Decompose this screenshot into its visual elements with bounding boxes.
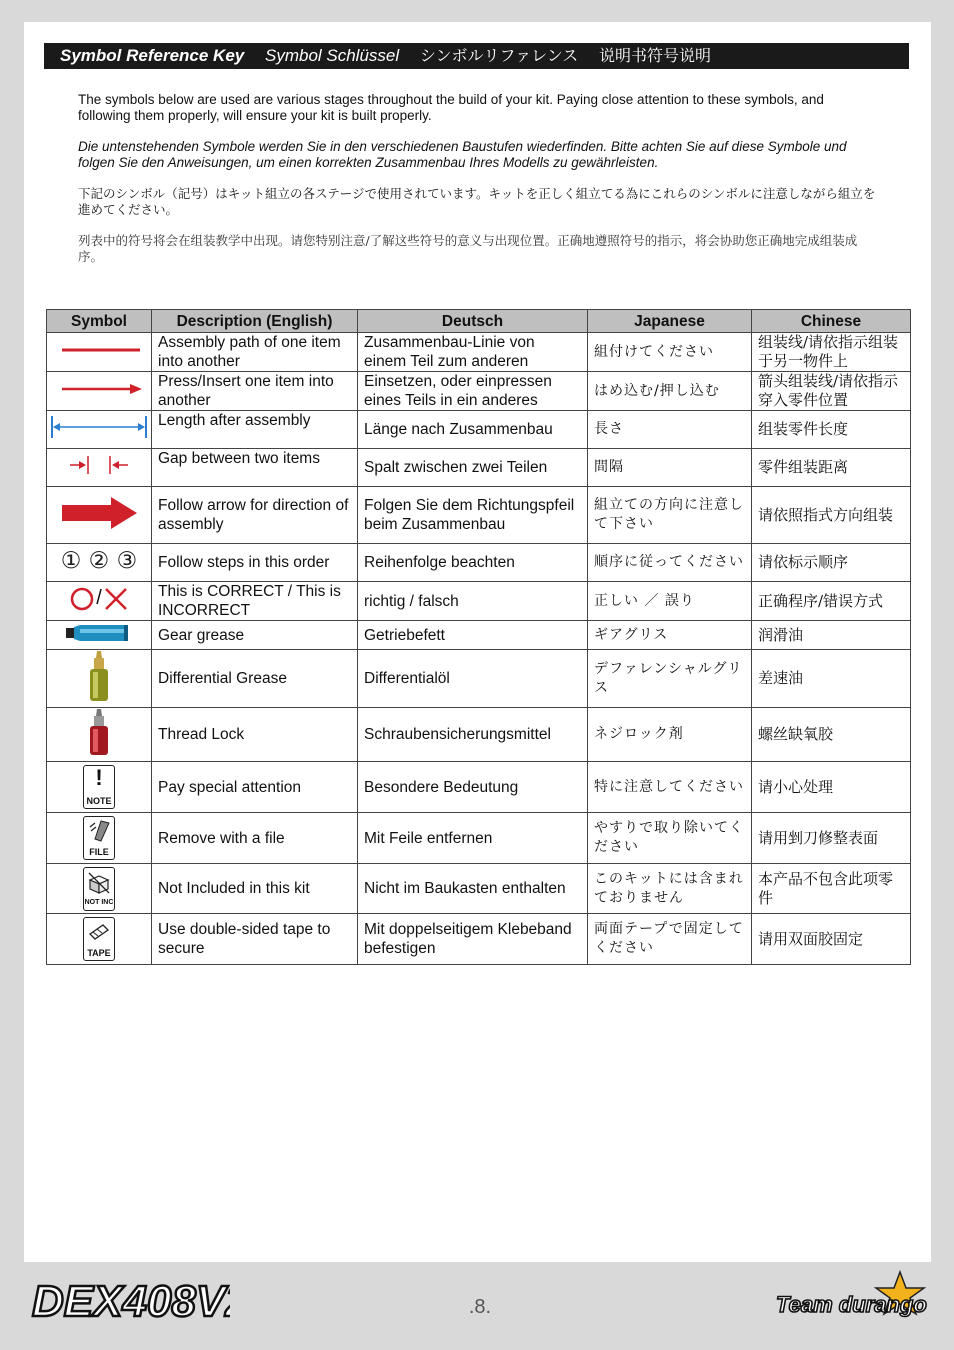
cell-english: Gear grease: [152, 621, 358, 650]
cell-chinese: 本产品不包含此项零件: [752, 864, 911, 914]
symbol-cell: [47, 813, 152, 864]
cell-chinese: 请依标示顺序: [752, 544, 911, 582]
tape-strip-icon: [87, 922, 111, 944]
symbol-cell: [47, 708, 152, 762]
thread-lock-bottle-icon: [86, 708, 112, 756]
table-row: [47, 762, 911, 813]
cell-deutsch: Nicht im Baukasten enthalten: [358, 864, 588, 914]
symbol-cell: [47, 914, 152, 965]
cell-english: Assembly path of one item into another: [152, 333, 358, 372]
header-japanese: Japanese: [588, 310, 752, 333]
team-durango-logo: [772, 1270, 932, 1339]
cell-deutsch: Mit Feile entfernen: [358, 813, 588, 864]
cell-japanese: このキットには含まれておりません: [588, 864, 752, 914]
cell-deutsch: Zusammenbau-Linie von einem Teil zum anderen: [358, 333, 588, 372]
intro-german: Die untenstehenden Symbole werden Sie in den verschiedenen Baustufen wiederfinden. Bitte achten Sie auf diese Symbole und folgen Sie den Anweisungen, um einen korrekten Zusammenbau Ihres Modells zu gewährleisten.: [78, 139, 847, 170]
empty-box-icon: [87, 871, 111, 895]
intro-japanese: 下記のシンボル（記号）はキット組立の各ステージで使用されています。キットを正しく組立てる為にこれらのシンボルに注意しながら組立を進めてください。: [78, 186, 876, 217]
symbol-reference-table: [46, 309, 911, 965]
title-japanese: シンボルリファレンス: [419, 46, 579, 65]
cell-english: Thread Lock: [152, 708, 358, 762]
file-label: FILE: [89, 847, 109, 857]
incorrect-cross-icon: [103, 586, 129, 612]
cell-english: Follow arrow for direction of assembly: [152, 487, 358, 544]
cell-chinese: 正确程序/错误方式: [752, 582, 911, 621]
cell-chinese: 请小心处理: [752, 762, 911, 813]
note-icon: [83, 765, 115, 809]
cell-japanese: やすりで取り除いてください: [588, 813, 752, 864]
cell-english: Remove with a file: [152, 813, 358, 864]
length-dimension-icon: [49, 412, 149, 442]
cell-japanese: デファレンシャルグリス: [588, 650, 752, 708]
cell-chinese: 请用双面胶固定: [752, 914, 911, 965]
cell-japanese: ネジロック剤: [588, 708, 752, 762]
file-icon: [83, 816, 115, 860]
cell-deutsch: Besondere Bedeutung: [358, 762, 588, 813]
cell-japanese: 特に注意してください: [588, 762, 752, 813]
correct-incorrect-icon: [69, 586, 129, 612]
cell-deutsch: Einsetzen, oder einpressen eines Teils in ein anderes: [358, 372, 588, 411]
tape-icon: [83, 917, 115, 961]
title-german: Symbol Schlüssel: [264, 46, 400, 65]
table-row: [47, 914, 911, 965]
intro-chinese: 列表中的符号将会在组装教学中出现。请您特别注意/了解这些符号的意义与出现位置。正确地遵照符号的指示，将会协助您正确地完成组装成序。: [78, 233, 858, 264]
symbol-cell: [47, 333, 152, 372]
cell-english: Follow steps in this order: [152, 544, 358, 582]
title-bar: [44, 43, 909, 69]
gap-dimension-icon: [64, 453, 134, 477]
cell-deutsch: Differentialöl: [358, 650, 588, 708]
cell-chinese: 润滑油: [752, 621, 911, 650]
cell-japanese: 組立ての方向に注意して下さい: [588, 487, 752, 544]
table-row: [47, 449, 911, 487]
title-chinese: 说明书符号说明: [599, 46, 712, 65]
tape-label: TAPE: [87, 948, 111, 958]
direction-arrow-icon: [59, 495, 139, 531]
table-row: [47, 411, 911, 449]
header-english: Description (English): [152, 310, 358, 333]
cell-english: Not Included in this kit: [152, 864, 358, 914]
cell-chinese: 差速油: [752, 650, 911, 708]
separator-slash: /: [96, 587, 102, 609]
intro-english: The symbols below are used are various stages throughout the build of your kit. Paying close attention to these symbols, and following them properly, will ensure your kit is built properly.: [78, 92, 824, 123]
file-tool-icon: [87, 819, 111, 843]
cell-chinese: 箭头组装线/请依指示穿入零件位置: [752, 372, 911, 411]
correct-circle-icon: [69, 586, 95, 612]
cell-english: Press/Insert one item into another: [152, 372, 358, 411]
cell-deutsch: Länge nach Zusammenbau: [358, 411, 588, 449]
table-row: [47, 544, 911, 582]
cell-english: This is CORRECT / This is INCORRECT: [152, 582, 358, 621]
cell-japanese: 順序に従ってください: [588, 544, 752, 582]
insert-arrow-icon: [54, 379, 144, 399]
table-row: [47, 813, 911, 864]
table-row: [47, 621, 911, 650]
assembly-line-icon: [54, 340, 144, 360]
header-deutsch: Deutsch: [358, 310, 588, 333]
cell-chinese: 零件组装距离: [752, 449, 911, 487]
dex408v2-logo: [30, 1270, 230, 1331]
symbol-cell: [47, 864, 152, 914]
symbol-cell: [47, 621, 152, 650]
header-symbol: Symbol: [47, 310, 152, 333]
gear-grease-tube-icon: [66, 623, 132, 643]
brand-logo-graphic: [772, 1270, 932, 1334]
cell-chinese: 组装零件长度: [752, 411, 911, 449]
cell-japanese: 長さ: [588, 411, 752, 449]
table-row: [47, 582, 911, 621]
note-label: NOTE: [86, 796, 112, 806]
table-row: [47, 333, 911, 372]
page-sheet: [24, 22, 931, 1262]
cell-english: Pay special attention: [152, 762, 358, 813]
exclamation-icon: !: [95, 765, 103, 790]
cell-japanese: ギアグリス: [588, 621, 752, 650]
title-english: Symbol Reference Key: [60, 46, 245, 65]
symbol-cell: [47, 762, 152, 813]
symbol-cell: [47, 650, 152, 708]
cell-japanese: 組付けてください: [588, 333, 752, 372]
cell-japanese: 間隔: [588, 449, 752, 487]
cell-deutsch: Mit doppelseitigem Klebeband befestigen: [358, 914, 588, 965]
cell-english: Length after assembly: [152, 411, 358, 449]
cell-japanese: 両面テープで固定してください: [588, 914, 752, 965]
symbol-cell: [47, 582, 152, 621]
cell-deutsch: Folgen Sie dem Richtungspfeil beim Zusammenbau: [358, 487, 588, 544]
brand-logo-text: Team durango: [776, 1292, 927, 1317]
table-row: [47, 708, 911, 762]
table-row: [47, 487, 911, 544]
symbol-cell: [47, 449, 152, 487]
differential-grease-bottle-icon: [86, 650, 112, 702]
model-logo-text: DEX408V2: [32, 1277, 230, 1326]
symbol-cell: [47, 411, 152, 449]
table-row: [47, 650, 911, 708]
page-number: .8.: [468, 1296, 492, 1318]
cell-japanese: 正しい ／ 誤り: [588, 582, 752, 621]
cell-chinese: 请依照指式方向组装: [752, 487, 911, 544]
model-logo-graphic: [30, 1270, 230, 1326]
cell-chinese: 组装线/请依指示组装于另一物件上: [752, 333, 911, 372]
cell-english: Gap between two items: [152, 449, 358, 487]
table-row: [47, 864, 911, 914]
cell-chinese: 螺丝缺氧胶: [752, 708, 911, 762]
table-header-row: [47, 310, 911, 333]
not-included-label: NOT INC: [84, 898, 114, 906]
cell-deutsch: Getriebefett: [358, 621, 588, 650]
cell-deutsch: Reihenfolge beachten: [358, 544, 588, 582]
cell-english: Use double-sided tape to secure: [152, 914, 358, 965]
symbol-cell: [47, 544, 152, 582]
intro-text: [78, 92, 878, 280]
symbol-cell: [47, 372, 152, 411]
header-chinese: Chinese: [752, 310, 911, 333]
steps-order-icon: ① ② ③: [60, 548, 138, 574]
cell-deutsch: richtig / falsch: [358, 582, 588, 621]
cell-deutsch: Schraubensicherungsmittel: [358, 708, 588, 762]
cell-english: Differential Grease: [152, 650, 358, 708]
symbol-cell: [47, 487, 152, 544]
cell-deutsch: Spalt zwischen zwei Teilen: [358, 449, 588, 487]
table-row: [47, 372, 911, 411]
cell-japanese: はめ込む/押し込む: [588, 372, 752, 411]
cell-chinese: 请用剉刀修整表面: [752, 813, 911, 864]
not-included-icon: [83, 867, 115, 911]
